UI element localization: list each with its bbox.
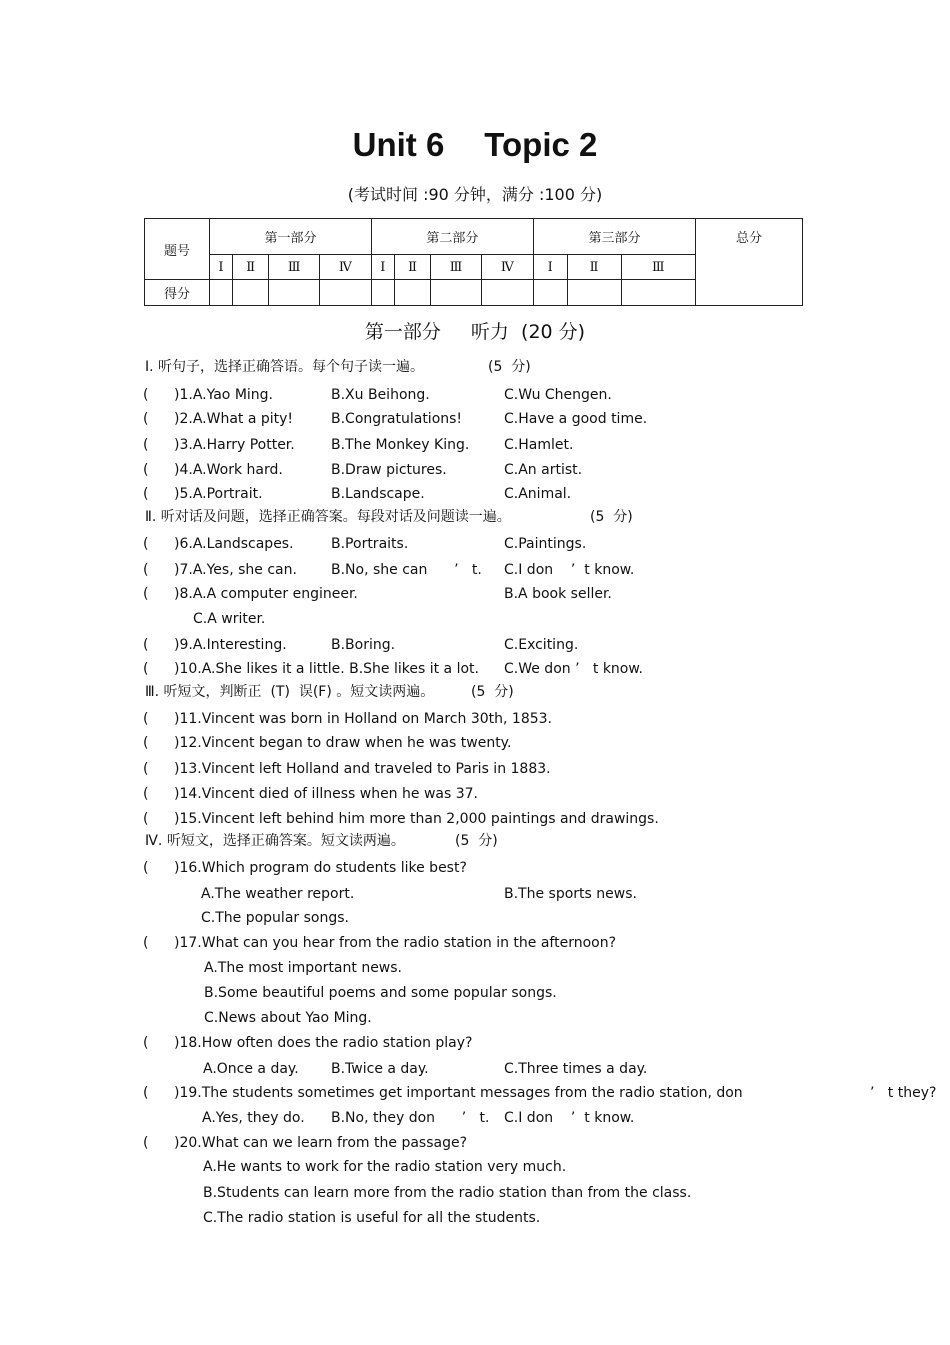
part1-col-1: Ⅰ [210,255,233,280]
q8-option-b: B.A book seller. [504,586,612,602]
q4-option-a: )4.A.Work hard. [174,462,283,478]
exam-info: (考试时间 :90 分钟，满分 :100 分) [347,185,603,204]
q17-option-c: C.News about Yao Ming. [204,1010,372,1026]
q2-option-a: )2.A.What a pity! [174,411,294,427]
q1-option-b: B.Xu Beihong. [331,387,430,403]
q10-option-ab: )10.A.She likes it a little. B.She likes it a lot. [174,661,479,677]
q3-option-a: )3.A.Harry Potter. [174,437,295,453]
score-cell[interactable] [371,280,394,306]
score-cell[interactable] [394,280,431,306]
q16-stem: )16.Which program do students like best? [174,860,467,876]
q19-option-b: B.No, they don ’ t. [331,1110,490,1126]
q16-option-a: A.The weather report. [201,886,355,902]
answer-paren[interactable]: ( [143,486,149,502]
unit-label: Unit 6 [352,126,445,163]
score-cell[interactable] [210,280,233,306]
answer-paren[interactable]: ( [143,1135,149,1151]
q15-statement: )15.Vincent left behind him more than 2,000 paintings and drawings. [174,811,659,827]
answer-paren[interactable]: ( [143,1085,149,1101]
answer-paren[interactable]: ( [143,586,149,602]
q9-option-b: B.Boring. [331,637,396,653]
answer-paren[interactable]: ( [143,462,149,478]
answer-paren[interactable]: ( [143,786,149,802]
q20-option-c: C.The radio station is useful for all the students. [203,1210,541,1226]
part1-header: 第一部分 [210,219,372,255]
score-cell[interactable] [269,280,319,306]
q8-option-a: )8.A.A computer engineer. [174,586,358,602]
part3-col-3: Ⅲ [621,255,695,280]
answer-paren[interactable]: ( [143,637,149,653]
q14-statement: )14.Vincent died of illness when he was 37. [174,786,478,802]
q19-option-a: A.Yes, they do. [202,1110,305,1126]
q18-stem: )18.How often does the radio station play? [174,1035,473,1051]
q7-option-c: C.I don ’ t know. [504,562,635,578]
heading-part-4-score: (5 分) [455,833,498,849]
answer-paren[interactable]: ( [143,387,149,403]
part3-col-1: Ⅰ [533,255,567,280]
q13-statement: )13.Vincent left Holland and traveled to Paris in 1883. [174,761,551,777]
q18-option-a: A.Once a day. [203,1061,299,1077]
q11-statement: )11.Vincent was born in Holland on March 30th, 1853. [174,711,552,727]
score-cell[interactable] [567,280,621,306]
q3-option-b: B.The Monkey King. [331,437,470,453]
q5-option-b: B.Landscape. [331,486,425,502]
part1-col-3: Ⅲ [269,255,319,280]
score-cell[interactable] [481,280,533,306]
q16-option-b: B.The sports news. [504,886,637,902]
answer-paren[interactable]: ( [143,536,149,552]
answer-paren[interactable]: ( [143,562,149,578]
q6-option-c: C.Paintings. [504,536,587,552]
part3-col-2: Ⅱ [567,255,621,280]
heading-part-3-score: (5 分) [471,684,514,700]
score-cell[interactable] [621,280,695,306]
part1-col-4: Ⅳ [319,255,371,280]
heading-part-1-score: (5 分) [488,359,531,375]
answer-paren[interactable]: ( [143,411,149,427]
topic-label: Topic 2 [484,126,598,163]
heading-part-1: Ⅰ. 听句子，选择正确答语。每个句子读一遍。 [145,359,425,375]
q10-option-c: C.We don ’ t know. [504,661,643,677]
answer-paren[interactable]: ( [143,661,149,677]
part3-header: 第三部分 [533,219,695,255]
score-label: 得分 [145,280,210,306]
score-cell[interactable] [431,280,481,306]
q18-option-b: B.Twice a day. [331,1061,429,1077]
q6-option-a: )6.A.Landscapes. [174,536,294,552]
part1-col-2: Ⅱ [232,255,269,280]
q12-statement: )12.Vincent began to draw when he was twenty. [174,735,512,751]
q1-option-c: C.Wu Chengen. [504,387,612,403]
q20-option-b: B.Students can learn more from the radio station than from the class. [203,1185,692,1201]
q5-option-a: )5.A.Portrait. [174,486,263,502]
q20-stem: )20.What can we learn from the passage? [174,1135,468,1151]
score-table [144,218,803,306]
q17-option-b: B.Some beautiful poems and some popular songs. [204,985,557,1001]
q6-option-b: B.Portraits. [331,536,409,552]
q9-option-a: )9.A.Interesting. [174,637,287,653]
answer-paren[interactable]: ( [143,811,149,827]
heading-part-3: Ⅲ. 听短文，判断正 (T) 误(F) 。短文读两遍。 [145,684,435,700]
q19-stem: )19.The students sometimes get important messages from the radio station, don [174,1085,743,1101]
heading-part-2: Ⅱ. 听对话及问题，选择正确答案。每段对话及问题读一遍。 [145,509,511,525]
q2-option-c: C.Have a good time. [504,411,648,427]
score-cell[interactable] [319,280,371,306]
part2-col-3: Ⅲ [431,255,481,280]
heading-part-2-score: (5 分) [590,509,633,525]
q3-option-c: C.Hamlet. [504,437,574,453]
answer-paren[interactable]: ( [143,1035,149,1051]
q5-option-c: C.Animal. [504,486,572,502]
score-cell[interactable] [232,280,269,306]
q19-option-c: C.I don ’ t know. [504,1110,635,1126]
answer-paren[interactable]: ( [143,437,149,453]
part2-header: 第二部分 [371,219,533,255]
answer-paren[interactable]: ( [143,935,149,951]
q7-option-b: B.No, she can ’ t. [331,562,482,578]
section-title [0,317,950,344]
question-number-label: 题号 [145,219,210,280]
q4-option-b: B.Draw pictures. [331,462,447,478]
q17-option-a: A.The most important news. [204,960,403,976]
part2-col-2: Ⅱ [394,255,431,280]
heading-part-4: Ⅳ. 听短文，选择正确答案。短文读两遍。 [145,833,405,849]
q17-stem: )17.What can you hear from the radio station in the afternoon? [174,935,617,951]
q2-option-b: B.Congratulations! [331,411,463,427]
q20-option-a: A.He wants to work for the radio station very much. [203,1159,567,1175]
q16-option-c: C.The popular songs. [201,910,349,926]
q19-stem-end: ’ t they? [870,1085,937,1101]
q1-option-a: )1.A.Yao Ming. [174,387,273,403]
q8-option-c: C.A writer. [193,611,266,627]
score-cell[interactable] [533,280,567,306]
q4-option-c: C.An artist. [504,462,583,478]
part2-col-4: Ⅳ [481,255,533,280]
answer-paren[interactable]: ( [143,761,149,777]
q7-option-a: )7.A.Yes, she can. [174,562,297,578]
page-title [0,126,950,164]
part2-col-1: Ⅰ [371,255,394,280]
answer-paren[interactable]: ( [143,711,149,727]
answer-paren[interactable]: ( [143,735,149,751]
answer-paren[interactable]: ( [143,860,149,876]
section-score: (20 分) [521,321,586,343]
section-subject: 听力 [470,321,509,343]
q18-option-c: C.Three times a day. [504,1061,648,1077]
q9-option-c: C.Exciting. [504,637,579,653]
total-header: 总分 [696,219,803,306]
section-name: 第一部分 [364,321,441,343]
